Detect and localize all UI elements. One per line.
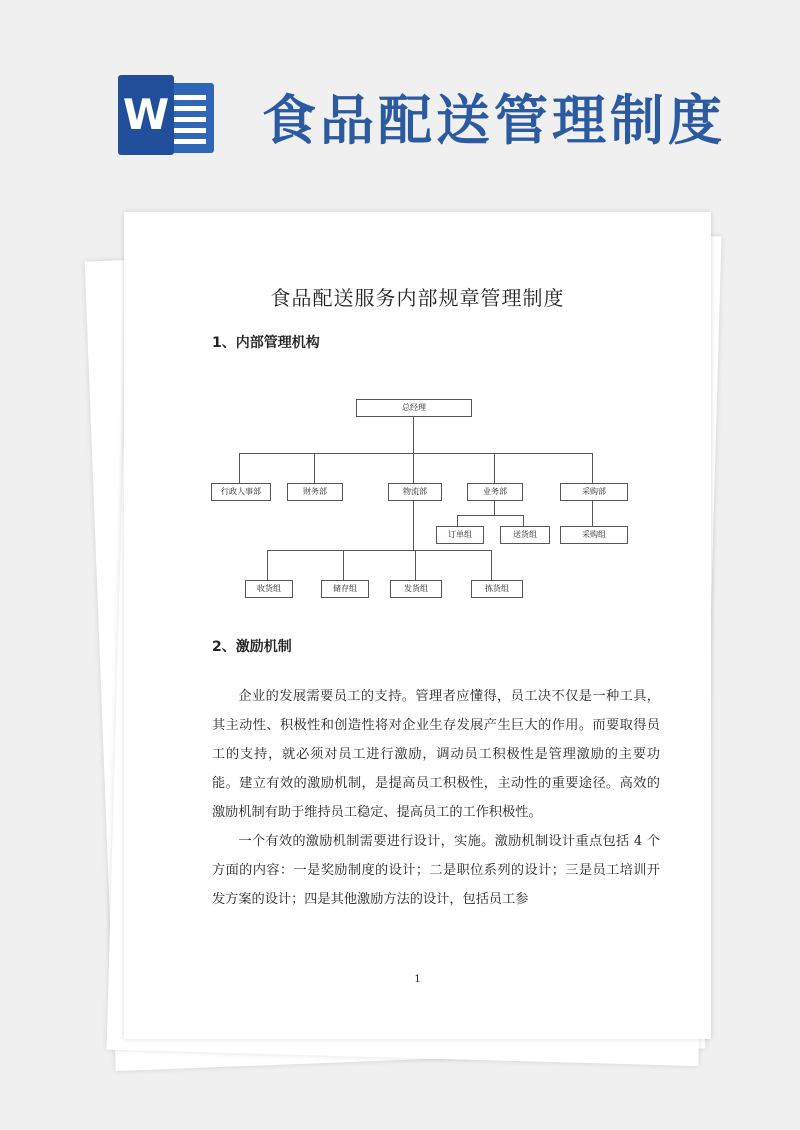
org-node-group: 储存组 (321, 580, 369, 598)
body-paragraph: 一个有效的激励机制需要进行设计，实施。激励机制设计重点包括 4 个方面的内容：一是奖励制度的设计；二是职位系列的设计；三是员工培训开发方案的设计；四是其他激励方法的设计，包括员工参 (212, 834, 660, 907)
page-number: 1 (414, 974, 421, 985)
word-document-icon: W (114, 75, 214, 155)
org-node-department: 物流部 (388, 483, 442, 501)
org-node-group: 拣货组 (471, 580, 523, 598)
org-node-group: 订单组 (436, 526, 484, 544)
org-node-group: 送货组 (500, 526, 550, 544)
org-node-group: 发货组 (390, 580, 442, 598)
banner-title: 食品配送管理制度 (262, 89, 726, 152)
document-title: 食品配送服务内部规章管理制度 (270, 286, 565, 310)
org-node-group: 收货组 (245, 580, 293, 598)
org-node-department: 财务部 (287, 483, 343, 501)
org-node-root: 总经理 (356, 399, 472, 417)
section-heading: 2、激励机制 (212, 639, 292, 655)
org-node-department: 业务部 (467, 483, 523, 501)
header-banner (0, 0, 800, 190)
section-heading: 1、内部管理机构 (212, 335, 320, 351)
org-node-group: 采购组 (560, 526, 628, 544)
org-chart (124, 212, 711, 1039)
document-page (124, 212, 711, 1039)
org-node-department: 行政人事部 (211, 483, 271, 501)
body-paragraph: 企业的发展需要员工的支持。管理者应懂得，员工决不仅是一种工具，其主动性、积极性和创造性将对企业生存发展产生巨大的作用。而要取得员工的支持，就必须对员工进行激励，调动员工积极性是管理激励的主要功能。建立有效的激励机制，是提高员工积极性，主动性的重要途径。高效的激励机制有助于维持员工稳定、提高员工的工作积极性。 (212, 689, 660, 820)
org-node-department: 采购部 (560, 483, 628, 501)
